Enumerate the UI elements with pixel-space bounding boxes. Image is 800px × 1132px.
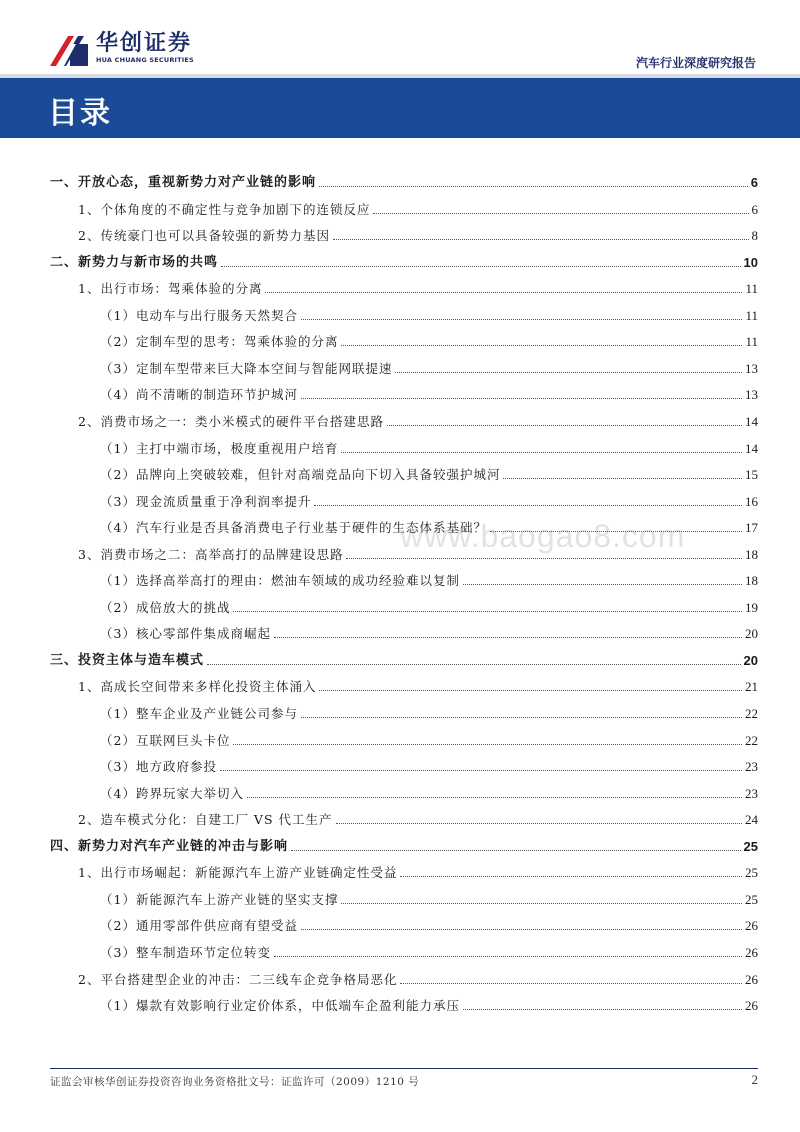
toc-entry-title: （4）尚不清晰的制造环节护城河: [100, 387, 298, 403]
toc-entry[interactable]: [50, 406, 758, 430]
toc-dot-leader: [319, 185, 748, 187]
toc-entry-page: 20: [745, 626, 758, 642]
toc-entry[interactable]: [50, 725, 758, 749]
toc-entry[interactable]: [50, 433, 758, 457]
report-type: 汽车行业深度研究报告: [635, 56, 756, 70]
toc-dot-leader: [341, 902, 742, 904]
toc-dot-leader: [387, 424, 742, 426]
toc-entry-title: 1、出行市场崛起：新能源汽车上游产业链确定性受益: [78, 865, 398, 881]
toc-entry[interactable]: [50, 778, 758, 802]
toc-entry[interactable]: [50, 645, 758, 669]
toc-entry-title: （3）地方政府参投: [100, 759, 217, 775]
toc-entry-title: 二、新势力与新市场的共鸣: [50, 254, 219, 270]
toc-entry-page: 6: [750, 175, 758, 190]
toc-dot-leader: [319, 689, 742, 691]
toc-entry[interactable]: [50, 618, 758, 642]
toc-dot-leader: [274, 636, 742, 638]
toc-entry-page: 26: [745, 918, 758, 934]
toc-entry-title: （1）爆款有效影响行业定价体系，中低端车企盈利能力承压: [100, 998, 460, 1014]
toc-dot-leader: [301, 318, 743, 320]
toc-dot-leader: [341, 451, 742, 453]
toc-entry-title: （3）整车制造环节定位转变: [100, 944, 271, 960]
toc-entry-page: 16: [745, 493, 758, 509]
toc-entry-title: （1）整车企业及产业链公司参与: [100, 706, 298, 721]
toc-entry-page: 25: [745, 891, 758, 907]
toc-entry-title: 三、投资主体与造车模式: [50, 652, 205, 668]
toc-dot-leader: [314, 504, 742, 506]
toc-entry-page: 25: [743, 838, 758, 854]
toc-entry[interactable]: [50, 698, 758, 722]
toc-entry-title: （3）定制车型带来巨大降本空间与智能网联提速: [100, 360, 393, 376]
page-number: 2: [751, 1072, 758, 1087]
toc-dot-leader: [336, 822, 743, 824]
toc-entry-page: 14: [745, 440, 758, 456]
toc-dot-leader: [301, 397, 742, 399]
toc-dot-leader: [346, 557, 742, 559]
toc-entry-title: 2、消费市场之一：类小米模式的硬件平台搭建思路: [78, 413, 384, 429]
toc-entry[interactable]: [50, 751, 758, 775]
toc-entry-title: （1）新能源汽车上游产业链的坚实支撑: [100, 891, 339, 907]
toc-entry-page: 19: [745, 599, 758, 615]
toc-entry[interactable]: [50, 964, 758, 988]
toc-entry-page: 23: [745, 785, 758, 801]
toc-entry-title: 1、高成长空间带来多样化投资主体涌入: [78, 679, 317, 695]
toc-dot-leader: [400, 982, 742, 984]
toc-entry-title: （1）主打中端市场，极度重视用户培育: [100, 440, 339, 456]
toc-entry[interactable]: [50, 565, 758, 589]
toc-entry[interactable]: [50, 247, 758, 271]
toc-entry-title: （2）定制车型的思考：驾乘体验的分离: [100, 334, 339, 350]
toc-entry-page: 14: [745, 413, 758, 429]
toc-entry-page: 18: [745, 546, 758, 562]
toc-entry-page: 20: [743, 652, 758, 668]
toc-entry-page: 22: [745, 732, 758, 748]
toc-entry-page: 21: [745, 679, 758, 695]
toc-entry[interactable]: [50, 910, 758, 934]
toc-dot-leader: [463, 583, 742, 585]
toc-entry-page: 11: [745, 281, 758, 297]
toc-entry[interactable]: [50, 804, 758, 828]
toc-entry[interactable]: [50, 326, 758, 350]
toc-entry[interactable]: [50, 857, 758, 881]
toc-entry-title: （2）通用零部件供应商有望受益: [100, 918, 298, 934]
toc-entry-page: 15: [745, 467, 758, 483]
toc-entry-title: 2、造车模式分化：自建工厂 VS 代工生产: [78, 812, 333, 828]
toc-dot-leader: [463, 1008, 742, 1010]
toc-entry-page: 26: [745, 971, 758, 987]
toc-entry-page: 25: [745, 865, 758, 881]
toc-entry[interactable]: [50, 831, 758, 855]
toc-entry-title: （3）核心零部件集成商崛起: [100, 626, 271, 642]
title-banner: [0, 78, 800, 138]
toc-dot-leader: [503, 477, 742, 479]
toc-entry-page: 26: [745, 998, 758, 1014]
toc-entry-title: （1）选择高举高打的理由：燃油车领域的成功经验难以复制: [100, 573, 460, 589]
toc-dot-leader: [333, 238, 749, 240]
toc-entry-page: 8: [751, 228, 758, 244]
toc-entry[interactable]: [50, 220, 758, 244]
toc-entry[interactable]: [50, 167, 758, 191]
toc-entry-page: 24: [745, 812, 758, 828]
toc-entry[interactable]: [50, 379, 758, 403]
toc-entry-page: 23: [745, 759, 758, 775]
toc-entry[interactable]: [50, 884, 758, 908]
toc-entry-page: 11: [745, 307, 758, 323]
toc-entry[interactable]: [50, 592, 758, 616]
toc-dot-leader: [221, 265, 741, 267]
toc-entry[interactable]: [50, 300, 758, 324]
footer-license: 证监会审核华创证券投资咨询业务资格批文号：证监许可（2009）1210 号: [50, 1076, 420, 1088]
toc-entry-page: 26: [745, 944, 758, 960]
toc-dot-leader: [265, 291, 742, 293]
toc-entry-title: 2、传统豪门也可以具备较强的新势力基因: [78, 228, 330, 244]
toc-dot-leader: [301, 928, 742, 930]
toc-dot-leader: [233, 610, 742, 612]
toc-dot-leader: [247, 796, 742, 798]
toc-entry[interactable]: [50, 990, 758, 1014]
toc-entry-title: （2）互联网巨头卡位: [100, 732, 231, 748]
toc-entry-page: 17: [745, 520, 758, 536]
toc-entry-title: （4）跨界玩家大举切入: [100, 785, 244, 801]
toc-dot-leader: [274, 955, 742, 957]
toc-entry-title: （3）现金流质量重于净利润率提升: [100, 493, 312, 509]
toc-dot-leader: [395, 371, 742, 373]
toc-dot-leader: [373, 212, 748, 214]
toc-entry[interactable]: [50, 937, 758, 961]
toc-entry-title: （4）汽车行业是否具备消费电子行业基于硬件的生态体系基础？: [100, 520, 487, 536]
logo-mark-icon: [50, 30, 90, 66]
toc-entry-page: 22: [745, 706, 758, 721]
toc-entry-title: 3、消费市场之二：高举高打的品牌建设思路: [78, 546, 344, 562]
toc-dot-leader: [301, 716, 742, 718]
toc-entry-title: （1）电动车与出行服务天然契合: [100, 307, 298, 323]
toc-entry[interactable]: [50, 486, 758, 510]
toc-dot-leader: [233, 743, 742, 745]
toc-dot-leader: [341, 344, 742, 346]
page-header: [0, 0, 800, 78]
toc-dot-leader: [400, 875, 742, 877]
toc-entry[interactable]: [50, 194, 758, 218]
toc-entry-page: 18: [745, 573, 758, 589]
footer-divider: [50, 1068, 758, 1069]
toc-dot-leader: [207, 663, 741, 665]
toc-entry-title: （2）品牌向上突破较难，但针对高端竞品向下切入具备较强护城河: [100, 467, 501, 483]
toc-entry-page: 6: [751, 201, 758, 217]
toc-entry-page: 13: [745, 360, 758, 376]
toc-entry[interactable]: [50, 353, 758, 377]
toc-entry-title: 一、开放心态，重视新势力对产业链的影响: [50, 175, 317, 190]
logo-english-name: HUA CHUANG SECURITIES: [96, 56, 194, 64]
toc-entry[interactable]: [50, 273, 758, 297]
logo-chinese-name: 华创证券: [96, 31, 193, 56]
toc-entry-page: 11: [745, 334, 758, 350]
toc-entry-title: 四、新势力对汽车产业链的冲击与影响: [50, 838, 289, 854]
toc-entry-title: 2、平台搭建型企业的冲击：二三线车企竞争格局恶化: [78, 971, 398, 987]
toc-entry-title: 1、出行市场：驾乘体验的分离: [78, 281, 263, 297]
page-title: 目录: [48, 96, 112, 131]
watermark: www.baogao8.com: [400, 518, 686, 554]
toc-entry[interactable]: [50, 459, 758, 483]
toc-dot-leader: [220, 769, 742, 771]
toc-entry-page: 13: [745, 387, 758, 403]
toc-entry-title: 1、个体角度的不确定性与竞争加剧下的连锁反应: [78, 201, 371, 217]
company-logo: [50, 30, 194, 66]
toc-entry[interactable]: [50, 671, 758, 695]
toc-entry-title: （2）成倍放大的挑战: [100, 599, 231, 615]
toc-dot-leader: [291, 849, 741, 851]
toc-entry-page: 10: [743, 254, 758, 270]
